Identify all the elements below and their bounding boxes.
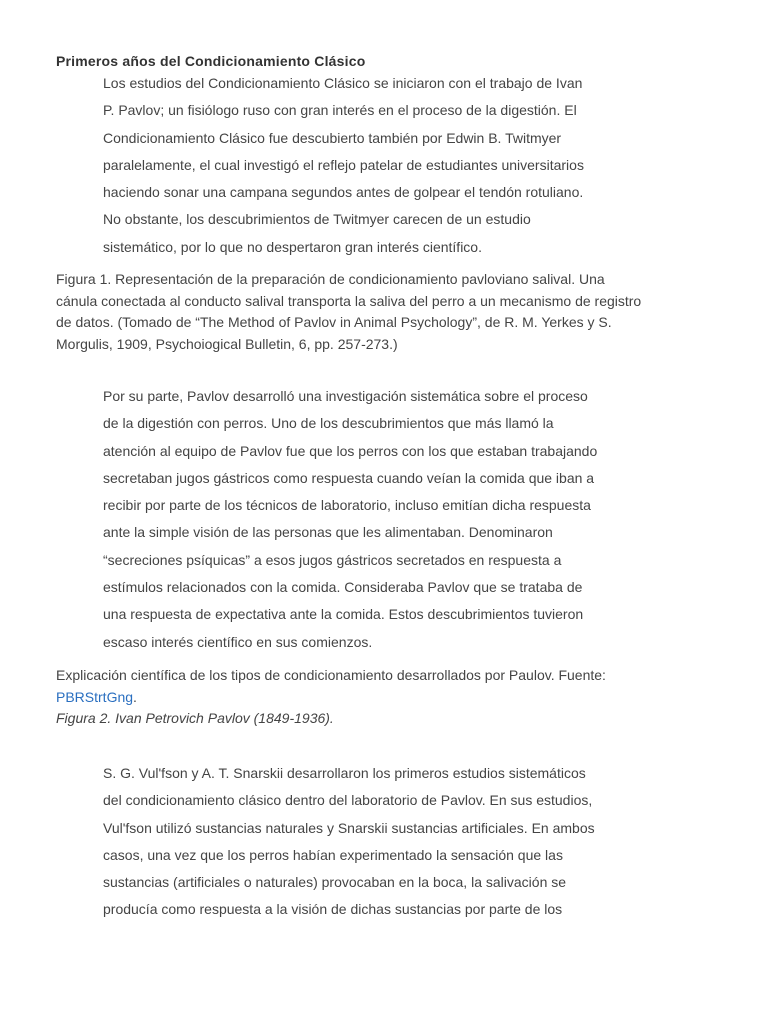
paragraph-line: recibir por parte de los técnicos de laboratorio, incluso emitían dicha respuesta xyxy=(103,497,591,514)
section-heading: Primeros años del Condicionamiento Clásico xyxy=(56,53,366,69)
link-suffix: . xyxy=(133,688,137,705)
caption-line: Morgulis, 1909, Psychoiogical Bulletin, 6, pp. 257-273.) xyxy=(56,335,398,352)
paragraph-line: casos, una vez que los perros habían experimentado la sensación que las xyxy=(103,846,563,863)
paragraph-line: Vul'fson utilizó sustancias naturales y Snarskii sustancias artificiales. En ambos xyxy=(103,819,595,836)
paragraph-line: haciendo sonar una campana segundos antes de golpear el tendón rotuliano. xyxy=(103,184,584,201)
paragraph-line: ante la simple visión de las personas que les alimentaban. Denominaron xyxy=(103,524,553,541)
paragraph-line: Por su parte, Pavlov desarrolló una investigación sistemática sobre el proceso xyxy=(103,388,588,404)
paragraph-line: paralelamente, el cual investigó el reflejo patelar de estudiantes universitarios xyxy=(103,156,584,173)
caption-figure-label: Figura 2. Ivan Petrovich Pavlov (1849-1936). xyxy=(56,710,334,726)
paragraph-line: sistemático, por lo que no despertaron gran interés científico. xyxy=(103,238,482,255)
paragraph-line: Condicionamiento Clásico fue descubierto también por Edwin B. Twitmyer xyxy=(103,129,562,146)
paragraph-1 xyxy=(103,70,584,261)
figure-2-caption xyxy=(56,665,716,730)
paragraph-line: producía como respuesta a la visión de dichas sustancias por parte de los xyxy=(103,901,563,918)
caption-line: cánula conectada al conducto salival transporta la saliva del perro a un mecanismo de registro xyxy=(56,292,642,309)
paragraph-line: P. Pavlov; un fisiólogo ruso con gran interés en el proceso de la digestión. El xyxy=(103,102,577,119)
caption-line: Explicación científica de los tipos de condicionamiento desarrollados por Paulov. Fuente: xyxy=(56,667,606,683)
figure-1-caption xyxy=(56,269,716,355)
paragraph-line: del condicionamiento clásico dentro del laboratorio de Pavlov. En sus estudios, xyxy=(103,792,593,809)
paragraph-3 xyxy=(103,760,595,924)
paragraph-line: S. G. Vul'fson y A. T. Snarskii desarrollaron los primeros estudios sistemáticos xyxy=(103,765,586,781)
paragraph-line: sustancias (artificiales o naturales) provocaban en la boca, la salivación se xyxy=(103,874,567,891)
paragraph-line: atención al equipo de Pavlov fue que los perros con los que estaban trabajando xyxy=(103,442,598,459)
paragraph-2 xyxy=(103,383,597,656)
paragraph-line: No obstante, los descubrimientos de Twitmyer carecen de un estudio xyxy=(103,211,531,228)
caption-line: de datos. (Tomado de “The Method of Pavlov in Animal Psychology”, de R. M. Yerkes y S. xyxy=(56,314,612,330)
caption-source-line xyxy=(56,687,716,709)
paragraph-line: escaso interés científico en sus comienzos. xyxy=(103,633,373,650)
caption-line: Figura 1. Representación de la preparación de condicionamiento pavloviano salival. Una xyxy=(56,271,605,287)
paragraph-line: “secreciones psíquicas” a esos jugos gástricos secretados en respuesta a xyxy=(103,551,562,568)
paragraph-line: una respuesta de expectativa ante la comida. Estos descubrimientos tuvieron xyxy=(103,606,584,623)
source-link[interactable]: PBRStrtGng xyxy=(56,688,134,705)
paragraph-line: secretaban jugos gástricos como respuesta cuando veían la comida que iban a xyxy=(103,469,595,486)
paragraph-line: Los estudios del Condicionamiento Clásico se iniciaron con el trabajo de Ivan xyxy=(103,75,583,91)
paragraph-line: de la digestión con perros. Uno de los descubrimientos que más llamó la xyxy=(103,415,554,432)
paragraph-line: estímulos relacionados con la comida. Consideraba Pavlov que se trataba de xyxy=(103,579,583,596)
